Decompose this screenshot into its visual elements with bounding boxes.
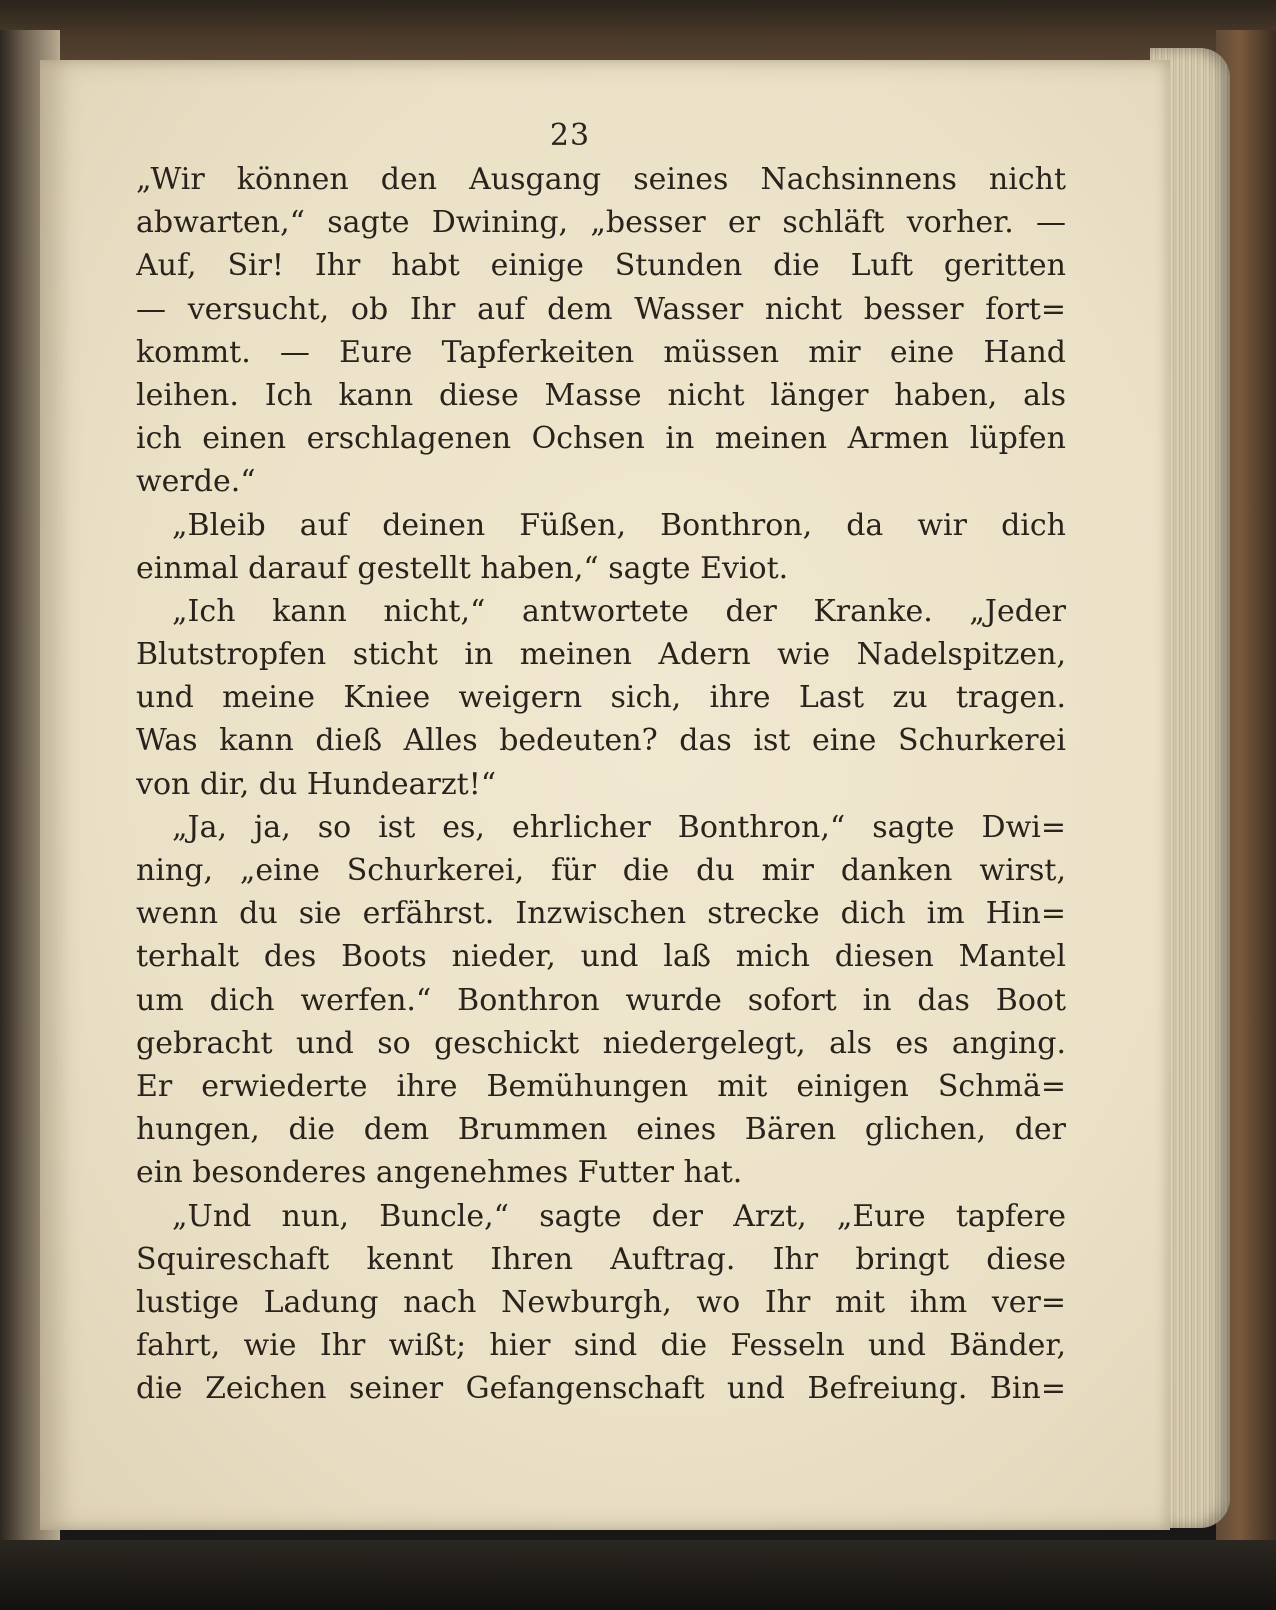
book-page — [40, 60, 1170, 1530]
text-line: leihen. Ich kann diese Masse nicht länger haben, als — [136, 377, 1066, 413]
text-line: wenn du sie erfährst. Inzwischen strecke dich im Hin= — [136, 896, 1066, 932]
text-line: die Zeichen seiner Gefangenschaft und Befreiung. Bin= — [136, 1371, 1066, 1407]
text-line: Blutstropfen sticht in meinen Adern wie Nadelspitzen, — [136, 637, 1066, 673]
book-cover-bottom — [0, 1540, 1276, 1610]
text-line: Squireschaft kennt Ihren Auftrag. Ihr bringt diese — [136, 1241, 1066, 1277]
text-line: ning, „eine Schurkerei, für die du mir danken wirst, — [136, 853, 1066, 888]
text-line: Auf, Sir! Ihr habt einige Stunden die Luft geritten — [136, 248, 1066, 284]
text-line: lustige Ladung nach Newburgh, wo Ihr mit ihm ver= — [136, 1284, 1066, 1320]
text-line: fahrt, wie Ihr wißt; hier sind die Fesseln und Bänder, — [136, 1328, 1066, 1364]
text-line: ein besonderes angenehmes Futter hat. — [136, 1155, 743, 1191]
text-line: hungen, die dem Brummen eines Bären glichen, der — [136, 1112, 1066, 1148]
text-line: „Wir können den Ausgang seines Nachsinnens nicht — [136, 162, 1066, 197]
text-line: — versucht, ob Ihr auf dem Wasser nicht besser fort= — [136, 291, 1066, 327]
text-line: um dich werfen.“ Bonthron wurde sofort in das Boot — [136, 982, 1066, 1018]
text-line: ich einen erschlagenen Ochsen in meinen Armen lüpfen — [136, 421, 1066, 457]
text-line: abwarten,“ sagte Dwining, „besser er schläft vorher. — — [136, 205, 1066, 241]
body-text — [136, 158, 1066, 1410]
text-line: Er erwiederte ihre Bemühungen mit einigen Schmä= — [136, 1068, 1066, 1104]
text-line: und meine Kniee weigern sich, ihre Last zu tragen. — [136, 680, 1066, 716]
text-line: Was kann dieß Alles bedeuten? das ist eine Schurkerei — [136, 723, 1066, 759]
text-line: werde.“ — [136, 464, 256, 500]
text-line: „Und nun, Buncle,“ sagte der Arzt, „Eure tapfere — [172, 1198, 1066, 1234]
text-line: terhalt des Boots nieder, und laß mich diesen Mantel — [136, 939, 1066, 975]
text-line: einmal darauf gestellt haben,“ sagte Eviot. — [136, 550, 789, 586]
text-line: kommt. — Eure Tapferkeiten müssen mir eine Hand — [136, 334, 1066, 370]
text-line: „Bleib auf deinen Füßen, Bonthron, da wir dich — [172, 507, 1066, 543]
page-number: 23 — [549, 118, 591, 153]
text-line: von dir, du Hundearzt!“ — [136, 766, 497, 802]
text-line: „Ich kann nicht,“ antwortete der Kranke. „Jeder — [172, 593, 1066, 629]
text-line: gebracht und so geschickt niedergelegt, als es anging. — [136, 1025, 1066, 1061]
text-line: „Ja, ja, so ist es, ehrlicher Bonthron,“ sagte Dwi= — [172, 809, 1066, 845]
